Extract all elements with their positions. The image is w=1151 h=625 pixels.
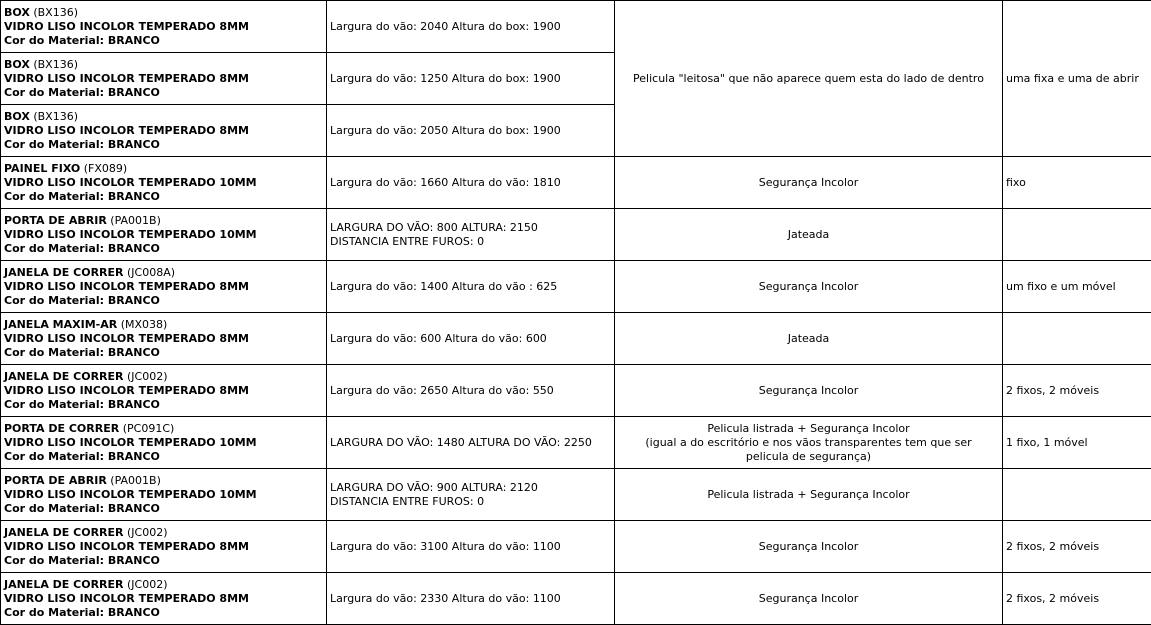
glass-spec: VIDRO LISO INCOLOR TEMPERADO 8MM — [4, 331, 249, 345]
product-cell — [1, 1, 327, 53]
configuration-text: 2 fixos, 2 móveis — [1006, 383, 1100, 397]
table-row — [1, 417, 1151, 469]
product-cell — [1, 105, 327, 157]
dimensions-line: Largura do vão: 3100 Altura do vão: 1100 — [330, 539, 561, 553]
material-color-value: BRANCO — [107, 397, 160, 411]
film-line: Pelicula "leitosa" que não aparece quem esta do lado de dentro — [633, 71, 984, 85]
dimensions-cell — [327, 53, 615, 105]
material-color-line — [4, 294, 323, 308]
dimensions-line: LARGURA DO VÃO: 800 ALTURA: 2150 — [330, 220, 538, 234]
material-color-value: BRANCO — [107, 241, 160, 255]
product-name: BOX — [4, 109, 30, 123]
table-row — [1, 157, 1151, 209]
material-color-label: Cor do Material: — [4, 293, 105, 307]
product-name: JANELA DE CORRER — [4, 369, 124, 383]
product-name: PORTA DE CORRER — [4, 421, 120, 435]
product-cell — [1, 365, 327, 417]
glass-spec: VIDRO LISO INCOLOR TEMPERADO 10MM — [4, 435, 257, 449]
dimensions-cell — [327, 157, 615, 209]
product-code: (BX136) — [33, 57, 78, 71]
product-title-line — [4, 370, 323, 384]
configuration-text: fixo — [1006, 175, 1026, 189]
product-title-line — [4, 214, 323, 228]
film-line: Pelicula listrada + Segurança Incolor — [707, 421, 910, 435]
dimensions-line: Largura do vão: 1400 Altura do vão : 625 — [330, 279, 558, 293]
glass-spec: VIDRO LISO INCOLOR TEMPERADO 8MM — [4, 539, 249, 553]
configuration-cell — [1003, 365, 1151, 417]
material-color-value: BRANCO — [107, 501, 160, 515]
glass-spec: VIDRO LISO INCOLOR TEMPERADO 8MM — [4, 383, 249, 397]
dimensions-line: Largura do vão: 600 Altura do vão: 600 — [330, 331, 547, 345]
material-color-label: Cor do Material: — [4, 501, 105, 515]
product-name: PORTA DE ABRIR — [4, 213, 107, 227]
configuration-cell — [1003, 521, 1151, 573]
configuration-text: 2 fixos, 2 móveis — [1006, 539, 1100, 553]
product-code: (PA001B) — [110, 213, 161, 227]
product-name: BOX — [4, 57, 30, 71]
glass-spec: VIDRO LISO INCOLOR TEMPERADO 10MM — [4, 227, 257, 241]
product-title-line — [4, 318, 323, 332]
film-cell — [615, 573, 1003, 625]
dimensions-line: LARGURA DO VÃO: 1480 ALTURA DO VÃO: 2250 — [330, 435, 592, 449]
product-name: PORTA DE ABRIR — [4, 473, 107, 487]
configuration-cell — [1003, 469, 1151, 521]
configuration-cell — [1003, 313, 1151, 365]
material-color-line — [4, 606, 323, 620]
product-title-line — [4, 578, 323, 592]
table-row — [1, 469, 1151, 521]
material-color-line — [4, 554, 323, 568]
film-cell — [615, 1, 1003, 157]
product-name: JANELA DE CORRER — [4, 525, 124, 539]
product-code: (JC002) — [127, 525, 168, 539]
product-code: (JC008A) — [127, 265, 176, 279]
material-color-line — [4, 34, 323, 48]
product-title-line — [4, 422, 323, 436]
film-line: Pelicula listrada + Segurança Incolor — [707, 487, 910, 501]
product-title-line — [4, 162, 323, 176]
material-color-label: Cor do Material: — [4, 345, 105, 359]
table-row — [1, 1, 1151, 53]
film-line: Segurança Incolor — [758, 175, 859, 189]
product-name: JANELA DE CORRER — [4, 577, 124, 591]
product-name: PAINEL FIXO — [4, 161, 81, 175]
glass-spec: VIDRO LISO INCOLOR TEMPERADO 8MM — [4, 591, 249, 605]
film-cell — [615, 469, 1003, 521]
dimensions-line: Largura do vão: 2040 Altura do box: 1900 — [330, 19, 561, 33]
material-color-line — [4, 398, 323, 412]
configuration-cell — [1003, 157, 1151, 209]
dimensions-cell — [327, 105, 615, 157]
dimensions-line: Largura do vão: 2650 Altura do vão: 550 — [330, 383, 554, 397]
dimensions-line: DISTANCIA ENTRE FUROS: 0 — [330, 234, 485, 248]
material-color-value: BRANCO — [107, 137, 160, 151]
product-title-line — [4, 58, 323, 72]
dimensions-line: LARGURA DO VÃO: 900 ALTURA: 2120 — [330, 480, 538, 494]
material-color-label: Cor do Material: — [4, 85, 105, 99]
dimensions-cell — [327, 1, 615, 53]
configuration-text: uma fixa e uma de abrir — [1006, 71, 1139, 85]
film-line: Jateada — [787, 227, 830, 241]
configuration-cell — [1003, 417, 1151, 469]
film-cell — [615, 313, 1003, 365]
material-color-value: BRANCO — [107, 345, 160, 359]
material-color-value: BRANCO — [107, 293, 160, 307]
material-color-line — [4, 86, 323, 100]
product-title-line — [4, 6, 323, 20]
configuration-cell — [1003, 573, 1151, 625]
glass-spec: VIDRO LISO INCOLOR TEMPERADO 10MM — [4, 487, 257, 501]
product-code: (BX136) — [33, 109, 78, 123]
product-title-line — [4, 474, 323, 488]
product-code: (PA001B) — [110, 473, 161, 487]
product-cell — [1, 469, 327, 521]
material-color-label: Cor do Material: — [4, 553, 105, 567]
material-color-value: BRANCO — [107, 189, 160, 203]
table-row — [1, 521, 1151, 573]
film-cell — [615, 261, 1003, 313]
product-cell — [1, 209, 327, 261]
configuration-text: 1 fixo, 1 móvel — [1006, 435, 1088, 449]
glass-spec: VIDRO LISO INCOLOR TEMPERADO 8MM — [4, 123, 249, 137]
product-name: BOX — [4, 5, 30, 19]
product-cell — [1, 157, 327, 209]
material-color-value: BRANCO — [107, 553, 160, 567]
product-name: JANELA DE CORRER — [4, 265, 124, 279]
product-cell — [1, 417, 327, 469]
film-line: Segurança Incolor — [758, 279, 859, 293]
material-color-label: Cor do Material: — [4, 189, 105, 203]
configuration-cell — [1003, 261, 1151, 313]
table-body — [1, 1, 1151, 625]
dimensions-cell — [327, 313, 615, 365]
configuration-text: um fixo e um móvel — [1006, 279, 1116, 293]
glass-spec: VIDRO LISO INCOLOR TEMPERADO 8MM — [4, 71, 249, 85]
glass-spec: VIDRO LISO INCOLOR TEMPERADO 8MM — [4, 279, 249, 293]
film-line: Jateada — [787, 331, 830, 345]
material-color-label: Cor do Material: — [4, 449, 105, 463]
product-name: JANELA MAXIM-AR — [4, 317, 118, 331]
material-color-label: Cor do Material: — [4, 33, 105, 47]
material-color-line — [4, 242, 323, 256]
glass-spec: VIDRO LISO INCOLOR TEMPERADO 8MM — [4, 19, 249, 33]
product-cell — [1, 53, 327, 105]
film-cell — [615, 417, 1003, 469]
product-cell — [1, 521, 327, 573]
dimensions-line: Largura do vão: 2050 Altura do box: 1900 — [330, 123, 561, 137]
product-title-line — [4, 110, 323, 124]
film-cell — [615, 365, 1003, 417]
film-cell — [615, 157, 1003, 209]
product-code: (BX136) — [33, 5, 78, 19]
film-line: (igual a do escritório e nos vãos transparentes tem que ser — [645, 435, 972, 449]
dimensions-line: Largura do vão: 1660 Altura do vão: 1810 — [330, 175, 561, 189]
material-color-value: BRANCO — [107, 449, 160, 463]
product-cell — [1, 313, 327, 365]
dimensions-line: DISTANCIA ENTRE FUROS: 0 — [330, 494, 485, 508]
material-color-label: Cor do Material: — [4, 137, 105, 151]
dimensions-cell — [327, 417, 615, 469]
product-code: (FX089) — [83, 161, 128, 175]
material-color-value: BRANCO — [107, 85, 160, 99]
product-title-line — [4, 266, 323, 280]
table-row — [1, 261, 1151, 313]
table-row — [1, 209, 1151, 261]
dimensions-cell — [327, 521, 615, 573]
film-line: pelicula de segurança) — [745, 449, 872, 463]
film-line: Segurança Incolor — [758, 591, 859, 605]
configuration-text: 2 fixos, 2 móveis — [1006, 591, 1100, 605]
material-color-line — [4, 502, 323, 516]
product-code: (JC002) — [127, 369, 168, 383]
product-cell — [1, 573, 327, 625]
material-color-line — [4, 190, 323, 204]
material-color-line — [4, 450, 323, 464]
dimensions-line: Largura do vão: 1250 Altura do box: 1900 — [330, 71, 561, 85]
product-code: (MX038) — [120, 317, 168, 331]
material-color-label: Cor do Material: — [4, 397, 105, 411]
material-color-value: BRANCO — [107, 605, 160, 619]
film-cell — [615, 521, 1003, 573]
configuration-cell — [1003, 209, 1151, 261]
glass-spec: VIDRO LISO INCOLOR TEMPERADO 10MM — [4, 175, 257, 189]
dimensions-cell — [327, 573, 615, 625]
dimensions-cell — [327, 469, 615, 521]
dimensions-line: Largura do vão: 2330 Altura do vão: 1100 — [330, 591, 561, 605]
table-row — [1, 313, 1151, 365]
material-color-line — [4, 346, 323, 360]
product-code: (PC091C) — [122, 421, 175, 435]
film-cell — [615, 209, 1003, 261]
product-title-line — [4, 526, 323, 540]
dimensions-cell — [327, 209, 615, 261]
product-cell — [1, 261, 327, 313]
table-row — [1, 573, 1151, 625]
configuration-cell — [1003, 1, 1151, 157]
dimensions-cell — [327, 261, 615, 313]
material-color-value: BRANCO — [107, 33, 160, 47]
product-code: (JC002) — [127, 577, 168, 591]
material-color-line — [4, 138, 323, 152]
material-color-label: Cor do Material: — [4, 241, 105, 255]
dimensions-cell — [327, 365, 615, 417]
table-row — [1, 365, 1151, 417]
film-line: Segurança Incolor — [758, 539, 859, 553]
film-line: Segurança Incolor — [758, 383, 859, 397]
material-color-label: Cor do Material: — [4, 605, 105, 619]
